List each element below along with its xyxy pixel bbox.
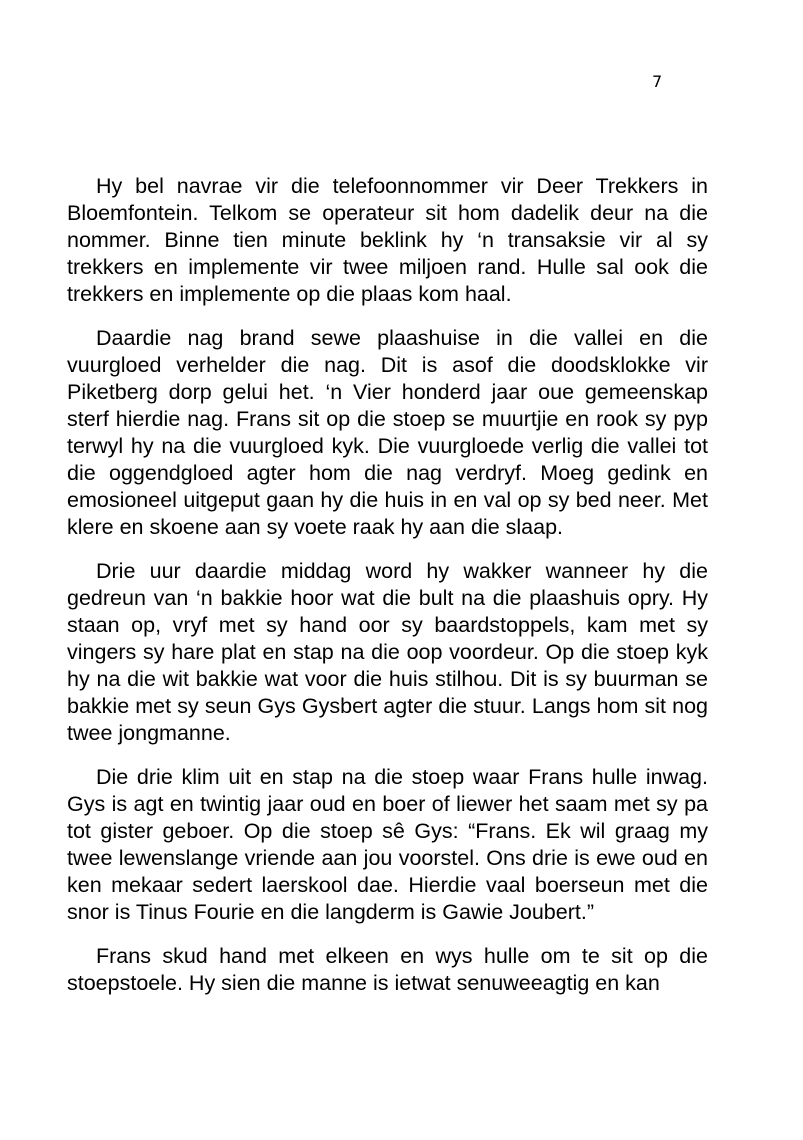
paragraph-2: Daardie nag brand sewe plaashuise in die vallei en die vuurgloed verhelder die nag. Dit is asof die doodsklokke vir Piketberg dorp gelui het. ‘n Vier honderd jaar oue gemeenskap sterf hierdie nag. Frans sit op die stoep se muurtjie en rook sy pyp terwyl hy na die vuurgloed kyk. Die vuurgloede verlig die vallei tot die oggendgloed agter hom die nag verdryf. Moeg gedink en emosioneel uitgeput gaan hy die huis in en val op sy bed neer. Met klere en skoene aan sy voete raak hy aan die slaap. (67, 326, 708, 539)
body-text (67, 173, 708, 1014)
page-number: 7 (652, 72, 663, 91)
paragraph-1: Hy bel navrae vir die telefoonnommer vir Deer Trekkers in Bloemfontein. Telkom se operateur sit hom dadelik deur na die nommer. Binne tien minute beklink hy ‘n transaksie vir al sy trekkers en implemente vir twee miljoen rand. Hulle sal ook die trekkers en implemente op die plaas kom haal. (67, 174, 708, 306)
paragraph-4: Die drie klim uit en stap na die stoep waar Frans hulle inwag. Gys is agt en twintig jaar oud en boer of liewer het saam met sy pa tot gister geboer. Op die stoep sê Gys: “Frans. Ek wil graag my twee lewenslange vriende aan jou voorstel. Ons drie is ewe oud en ken mekaar sedert laerskool dae. Hierdie vaal boerseun met die snor is Tinus Fourie en die langderm is Gawie Joubert.” (67, 765, 708, 924)
paragraph-3: Drie uur daardie middag word hy wakker wanneer hy die gedreun van ‘n bakkie hoor wat die bult na die plaashuis opry. Hy staan op, vryf met sy hand oor sy baardstoppels, kam met sy vingers sy hare plat en stap na die oop voordeur. Op die stoep kyk hy na die wit bakkie wat voor die huis stilhou. Dit is sy buurman se bakkie met sy seun Gys Gysbert agter die stuur. Langs hom sit nog twee jongmanne. (67, 559, 708, 745)
paragraph-5: Frans skud hand met elkeen en wys hulle om te sit op die stoepstoele. Hy sien die manne is ietwat senuweeagtig en kan (67, 944, 708, 995)
